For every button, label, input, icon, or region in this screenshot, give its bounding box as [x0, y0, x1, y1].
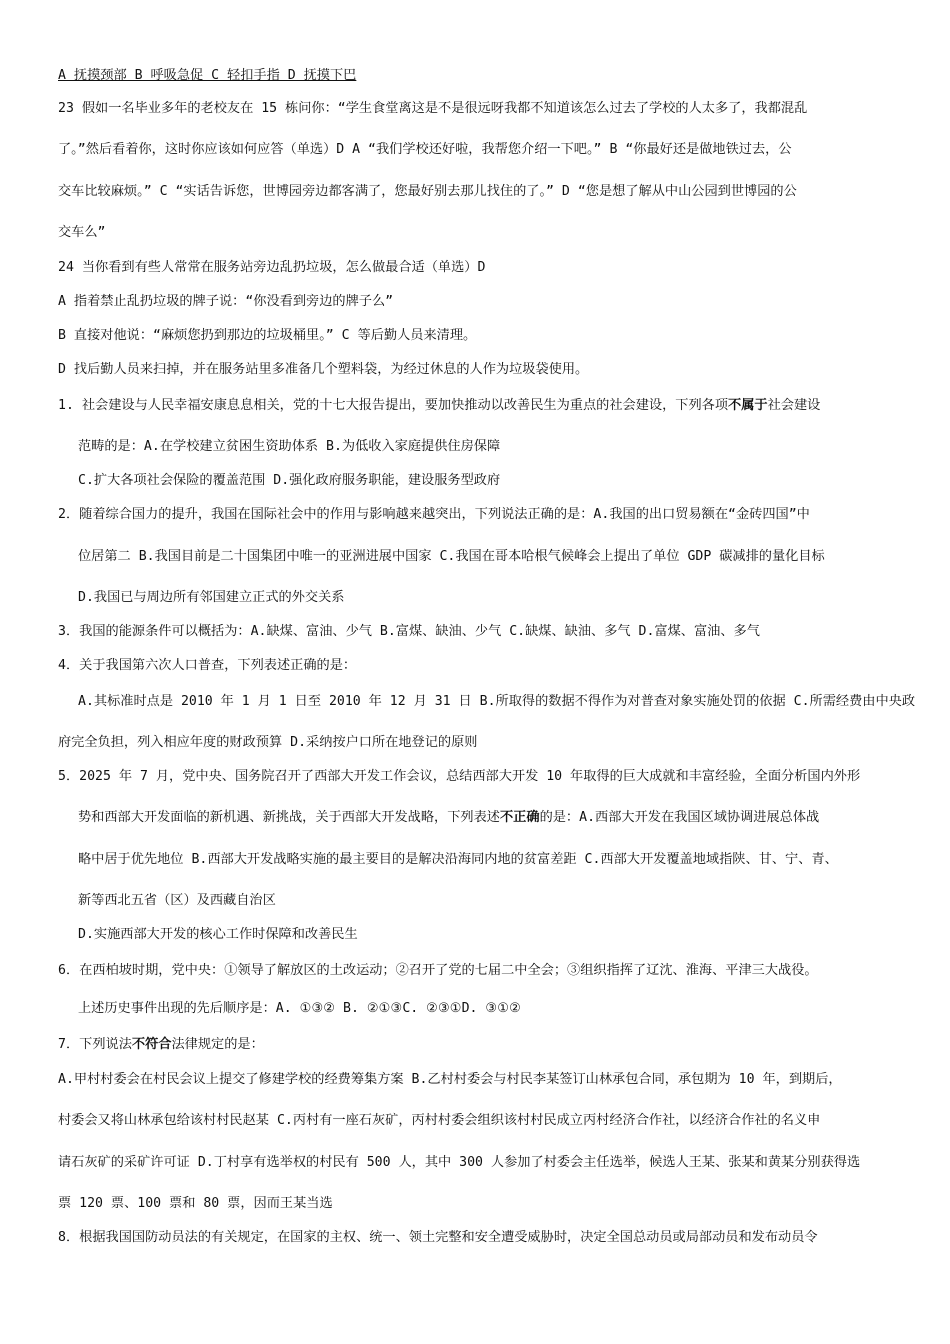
- question-8-stem: 8．根据我国国防动员法的有关规定，在国家的主权、统一、领土完整和安全遭受威胁时，决定全国总动员或局部动员和发布动员令: [58, 1230, 818, 1245]
- question-23-line-1: 23 假如一名毕业多年的老校友在 15 栋问你：“学生食堂离这是不是很远呀我都不知道该怎么过去了学校的人太多了，我都混乱: [58, 101, 808, 116]
- question-6-stem: 6．在西柏坡时期，党中央：①领导了解放区的土改运动；②召开了党的七届二中全会；③组织指挥了辽沈、淮海、平津三大战役。: [58, 963, 818, 978]
- question-24-option-d: D 找后勤人员来扫掉，并在服务站里多准备几个塑料袋，为经过休息的人作为垃圾袋使用。: [58, 362, 589, 377]
- question-5-line-5: D.实施西部大开发的核心工作时保障和改善民生: [78, 927, 358, 942]
- question-4-options-line-2: 府完全负担，列入相应年度的财政预算 D.采纳按户口所在地登记的原则: [58, 735, 478, 750]
- question-5-line-2: 势和西部大开发面临的新机遇、新挑战，关于西部大开发战略，下列表述不正确的是：A.西部大开发在我国区域协调进展总体战: [78, 810, 820, 825]
- question-2-line-3: D.我国已与周边所有邻国建立正式的外交关系: [78, 590, 345, 605]
- question-23-line-4: 交车么”: [58, 225, 106, 240]
- question-23-line-3: 交车比较麻烦。” C “实话告诉您，世博园旁边都客满了，您最好别去那儿找住的了。” D “您是想了解从中山公园到世博园的公: [58, 184, 797, 199]
- question-24-stem: 24 当你看到有些人常常在服务站旁边乱扔垃圾，怎么做最合适（单选）D: [58, 260, 486, 275]
- question-1-options-ab: 范畴的是：A.在学校建立贫困生资助体系 B.为低收入家庭提供住房保障: [78, 439, 501, 454]
- question-7-line-3: 村委会又将山林承包给该村村民赵某 C.丙村有一座石灰矿，丙村村委会组织该村村民成立丙村经济合作社，以经济合作社的名义申: [58, 1113, 821, 1128]
- question-1-options-cd: C.扩大各项社会保险的覆盖范围 D.强化政府服务职能，建设服务型政府: [78, 473, 501, 488]
- question-2-line-1: 2．随着综合国力的提升，我国在国际社会中的作用与影响越来越突出，下列说法正确的是：A.我国的出口贸易额在“金砖四国”中: [58, 507, 810, 522]
- question-1-stem: 1. 社会建设与人民幸福安康息息相关，党的十七大报告提出，要加快推动以改善民生为重点的社会建设，下列各项不属于社会建设: [58, 398, 821, 413]
- question-7-line-5: 票 120 票、100 票和 80 票，因而王某当选: [58, 1196, 333, 1211]
- question-6-options: 上述历史事件出现的先后顺序是：A. ①③② B. ②①③C. ②③①D. ③①②: [78, 1001, 521, 1016]
- question-23-line-2: 了。”然后看着你，这时你应该如何应答（单选）D A “我们学校还好啦，我帮您介绍一下吧。” B “你最好还是做地铁过去，公: [58, 142, 792, 157]
- question-7-stem: 7．下列说法不符合法律规定的是：: [58, 1037, 264, 1052]
- question-5-line-1: 5．2025 年 7 月，党中央、国务院召开了西部大开发工作会议，总结西部大开发 10 年取得的巨大成就和丰富经验，全面分析国内外形: [58, 769, 861, 784]
- question-24-option-a: A 指着禁止乱扔垃圾的牌子说：“你没看到旁边的牌子么”: [58, 294, 394, 309]
- option-line-22: A 抚摸颈部 B 呼吸急促 C 轻扣手指 D 抚摸下巴: [58, 68, 357, 83]
- question-4-stem: 4．关于我国第六次人口普查，下列表述正确的是：: [58, 658, 357, 673]
- question-5-line-3: 略中居于优先地位 B.西部大开发战略实施的最主要目的是解决沿海同内地的贫富差距 C.西部大开发覆盖地域指陕、甘、宁、青、: [78, 852, 838, 867]
- question-7-line-2: A.甲村村委会在村民会议上提交了修建学校的经费筹集方案 B.乙村村委会与村民李某签订山林承包合同，承包期为 10 年，到期后，: [58, 1072, 842, 1087]
- question-2-line-2: 位居第二 B.我国目前是二十国集团中唯一的亚洲进展中国家 C.我国在哥本哈根气候峰会上提出了单位 GDP 碳减排的量化目标: [78, 549, 825, 564]
- question-3: 3．我国的能源条件可以概括为：A.缺煤、富油、少气 B.富煤、缺油、少气 C.缺煤、缺油、多气 D.富煤、富油、多气: [58, 624, 760, 639]
- question-5-line-4: 新等西北五省（区）及西藏自治区: [78, 893, 276, 908]
- question-7-line-4: 请石灰矿的采矿许可证 D.丁村享有选举权的村民有 500 人，其中 300 人参加了村委会主任选举，候选人王某、张某和黄某分别获得选: [58, 1155, 861, 1170]
- question-24-option-bc: B 直接对他说：“麻烦您扔到那边的垃圾桶里。” C 等后勤人员来清理。: [58, 328, 477, 343]
- question-4-options-line-1: A.其标准时点是 2010 年 1 月 1 日至 2010 年 12 月 31 日 B.所取得的数据不得作为对普查对象实施处罚的依据 C.所需经费由中央政: [78, 694, 916, 709]
